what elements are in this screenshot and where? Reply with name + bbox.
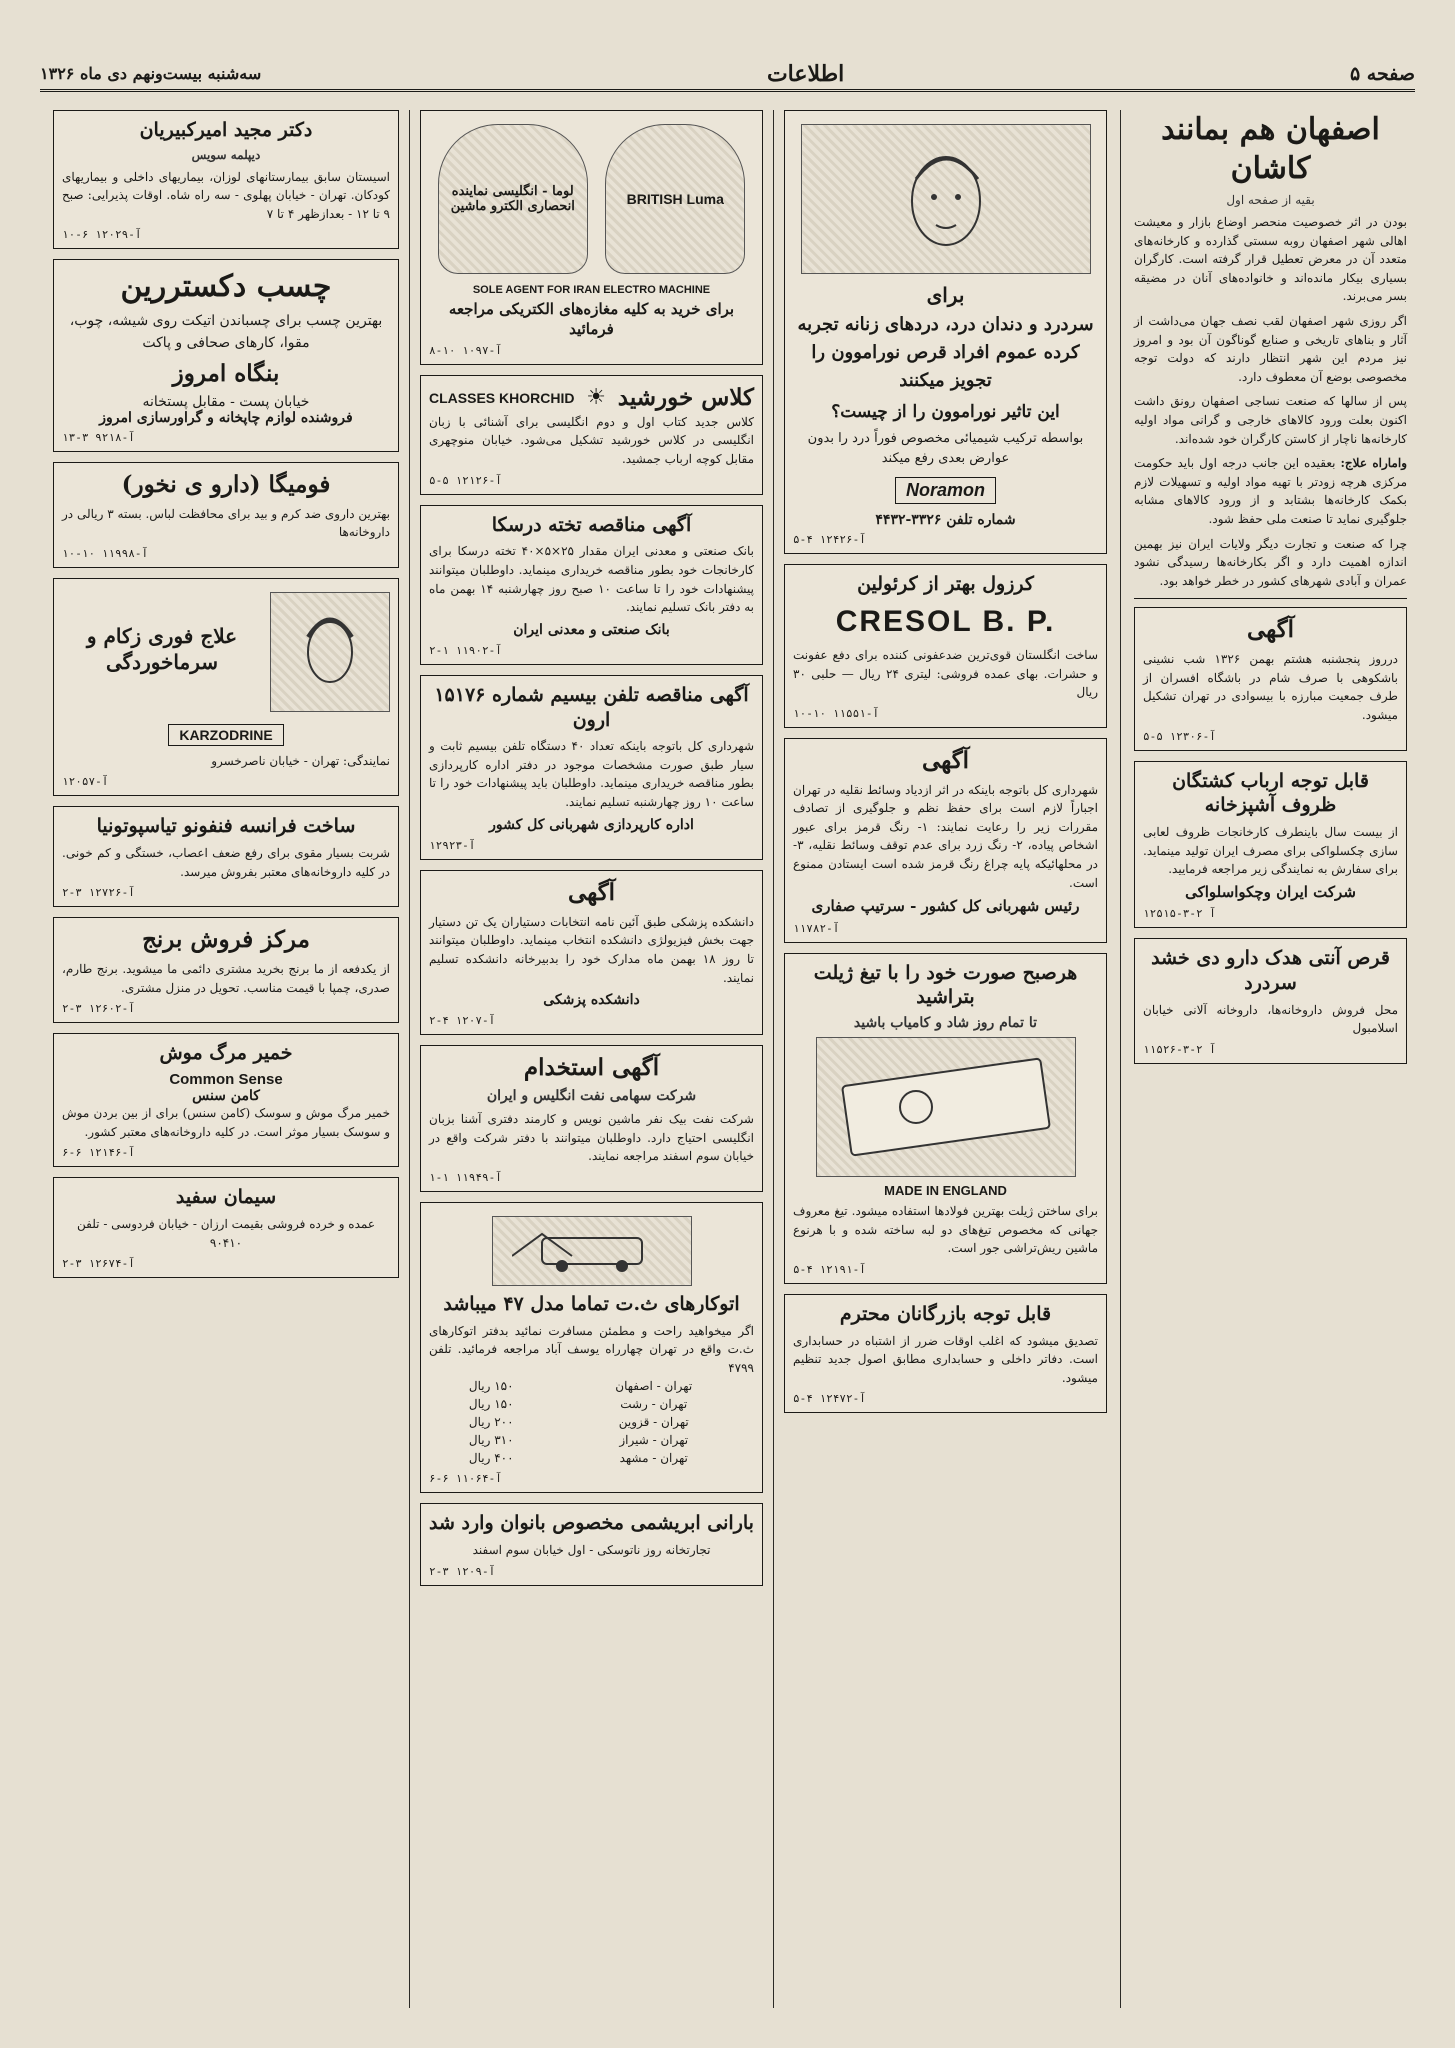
ad-title: مرکز فروش برنج — [142, 926, 310, 954]
ad-banquet — [1134, 607, 1407, 750]
ad-signature: اداره کارپردازی شهربانی کل کشور — [489, 816, 694, 833]
ad-code: ۱۱۵۲۶-آ ۲-۳ — [1143, 1042, 1216, 1056]
ad-title: سیمان سفید — [175, 1186, 277, 1209]
ad-tender-radio — [420, 675, 763, 860]
route-cell: تهران - شیراز — [619, 1433, 689, 1448]
ad-code: ۱۳-۳ ۹۲۱۸-آ — [62, 430, 135, 444]
ad-code: ۶-۶ ۱۱۰۶۴-آ — [429, 1472, 502, 1486]
ad-code: ۱۰-۶ ۱۲۰۲۹-آ — [62, 228, 142, 242]
ad-kitchenware — [1134, 761, 1407, 929]
ad-title: قابل توجه بازرگانان محترم — [839, 1302, 1052, 1325]
ad-code: ۱۲۵۱۵-آ ۲-۳ — [1143, 907, 1216, 921]
ad-text: بانک صنعتی و معدنی ایران مقدار ۲۵×۵×۴۰ تخته درسکا برای کارخانجات خود بطور مناقصه خریداری مینماید. داوطلبان میتوانند پیشنهادات خود را تا ساعت ۱۰ صبح روز چهارشنبه ۱۴ بهمن ماه به دفتر بانک تسلیم نمایند. — [429, 544, 754, 615]
ad-text: دانشکده پزشکی طبق آئین نامه انتخابات دستیاران یک تن دستیار جهت بخش فیزیولژی دانشکده انتخاب مینماید. داوطلبان میتوانند تا روز ۱۸ بهمن ماه مدارک خود را بدبیرخانه دانشکده تسلیم نمایند. — [429, 914, 754, 985]
ad-text: ساخت انگلستان قوی‌ترین ضدعفونی کننده برای دفع عفونت و حشرات. بهای عمده فروشی: لیتری ۲۴ ریال — حلبی ۳۰ ریال — [793, 647, 1099, 700]
ad-signature: دانشکده پزشکی — [543, 992, 640, 1009]
ad-title-latin: CLASSES KHORCHID — [429, 389, 575, 406]
bus-logo-illustration — [492, 1216, 692, 1286]
ad-employment — [420, 1045, 763, 1192]
ad-code: ۲-۳ ۱۲۷۲۶-آ — [62, 886, 135, 900]
ad-code: ۶-۶ ۱۲۱۴۶-آ — [62, 1146, 135, 1160]
ad-tonic — [53, 806, 399, 907]
ad-code: ۲-۳ ۱۲۰۹-آ — [429, 1564, 496, 1578]
ad-title: برای — [926, 283, 965, 307]
ad-text: کلاس جدید کتاب اول و دوم انگلیسی برای آشنائی با زبان انگلیسی در کلاس خورشید تشکیل می‌شود. خیابان منوچهری مقابل کوچه ارباب جمشید. — [429, 414, 754, 467]
face-icon — [295, 607, 365, 697]
woman-illustration — [801, 124, 1091, 274]
article-paragraph: بودن در اثر خصوصیت منحصر اوضاع بازار و معیشت اهالی شهر اصفهان روبه سستی گذارده و کارخانه‌های متعدد آن در معرض تعطیل قرار گرفته است. کارگران بسیاری بیکار مانده‌اند و خانواده‌های آنان در مضیقه بسر می‌برند. — [1134, 215, 1407, 304]
ad-code: ۲-۳ ۱۲۶۷۴-آ — [62, 1257, 135, 1271]
ad-code: ۵-۴ ۱۲۱۹۱-آ — [793, 1262, 866, 1276]
ad-code: ۱۲۹۲۳-آ — [429, 838, 476, 852]
bus-icon — [512, 1226, 672, 1276]
ad-text: اسیستان سابق بیمارستانهای لوزان، بیماریهای داخلی و بیماریهای کودکان. تهران - خیابان پهلوی - سه راه شاه. اوقات پذیرایی: صبح ۹ تا ۱۲ - بعدازظهر ۴ تا ۷ — [62, 169, 390, 221]
price-cell: ۴۰۰ ریال — [468, 1451, 514, 1466]
ad-title: دکتر مجید امیرکبیریان — [139, 119, 313, 141]
bulb-illustration — [438, 124, 588, 274]
ad-code: ۱۰-۱۰ ۱۱۵۵۱-آ — [793, 706, 880, 720]
middle-column — [778, 110, 1113, 2008]
notice-text: شهرداری کل باتوجه باینکه در اثر ازدیاد وسائط نقلیه در تهران اجباراً لازم است برای حفظ نظم و جلوگیری از تصادف مقررات زیر را رعایت نمایند: ۱- رنگ قرمز برای عبور اشخاص پیاده، ۲- رنگ زرد برای عدم توقف وسائط نقلیه، ۳- در محلهائیکه پایه چراغ رنگ قرمز شده است ایستادن ممنوع است. — [793, 782, 1098, 890]
ad-text: از یکدفعه از ما برنج بخرید مشتری دائمی ما میشوید. برنج طارم، صدری، چمپا با قیمت مناسب. تحویل در منزل مشتری. — [62, 962, 390, 995]
ad-text: تصدیق میشود که اغلب اوقات ضرر از اشتباه در حسابداری است. دفاتر داخلی و حسابداری مطابق اصول جدید تنظیم میشود. — [793, 1333, 1098, 1385]
left-ads-column — [47, 110, 405, 2008]
ad-doctor — [53, 110, 399, 249]
ad-subtitle: شرکت سهامی نفت انگلیس و ایران — [486, 1088, 697, 1105]
column-rule — [409, 110, 410, 2008]
article-paragraph: چرا که صنعت و تجارت دیگر ولایات ایران نیز بهمین اندازه اهمیت دارد و اگر بکارخانه‌ها رسیدگی نشود عمران و آبادی شهرهای کشور در خطر خواهد بود. — [1134, 536, 1407, 588]
ad-title: بارانی ابریشمی مخصوص بانوان وارد شد — [429, 1512, 754, 1535]
ad-code: ۱۲۰۵۷-آ — [62, 775, 109, 789]
ad-fumiga — [53, 462, 399, 568]
ad-text: بهترین چسب برای چسباندن اتیکت روی شیشه، چوب، مقوا، کارهای صحافی و پاکت — [69, 313, 383, 352]
ad-text: برای خرید به کلیه مغازه‌های الکتریکی مراجعه فرمائید — [448, 300, 735, 338]
ad-text: از بیست سال باینطرف کارخانجات ظروف لعابی سازی چکسلواکی برای مصرف ایران تولید مینماید. برای سفارش به نمایندگی زیر مراجعه فرمایید. — [1143, 824, 1398, 877]
ad-title: چسب دکستررین — [120, 269, 332, 305]
ad-medical-school — [420, 870, 763, 1035]
ad-subtitle: دیپلمه سویس — [191, 147, 261, 162]
article-paragraph: پس از سالها که صنعت نساجی اصفهان رونق داشت اکنون بعلت ورود کالاهای خارجی و گرانی مواد اولیه کارخانه‌ها ناچار از کاستن کارگران خود شده‌اند. — [1134, 394, 1407, 446]
face-icon — [886, 139, 1006, 259]
ad-title: آگهی استخدام — [523, 1054, 660, 1082]
issue-date: سه‌شنبه بیست‌و‌نهم دی ماه ۱۳۲۶ — [40, 64, 262, 83]
notice-signature: رئیس شهربانی کل کشور - سرتیپ صفاری — [811, 897, 1080, 916]
bulb-brand: BRITISH Luma — [626, 191, 724, 207]
ad-code: ۸-۱۰ ۱۰۹۷-آ — [429, 344, 502, 357]
ad-raincoat — [420, 1503, 763, 1585]
ad-title: کلاس خورشید — [617, 384, 754, 411]
ad-title: ساخت فرانسه فنفونو تیاسپوتونیا — [96, 815, 356, 838]
ad-text: محل فروش داروخانه‌ها، داروخانه آلانی خیابان اسلامبول — [1143, 1002, 1398, 1036]
ad-code: ۵-۵ ۱۲۱۲۶-آ — [429, 473, 502, 487]
product-package: KARZODRINE — [168, 724, 283, 746]
ad-dextrin-glue — [53, 259, 399, 451]
ad-class-khorshid — [420, 375, 763, 495]
ad-text: عمده و خرده فروشی بقیمت ارزان - خیابان فردوسی - تلفن ۹۰۴۱۰ — [76, 1216, 375, 1250]
ad-title: اتوکارهای ث.ت تماما مدل ۴۷ میباشد — [443, 1292, 740, 1315]
ad-title: آگهی مناقصه تخته درسکا — [491, 513, 692, 536]
ad-tender-board — [420, 505, 763, 665]
ad-code: ۵-۴ ۱۲۴۲۶-آ — [793, 533, 866, 547]
shop-description: فروشنده لوازم چاپخانه و گراورسازی امروز — [99, 409, 353, 426]
ad-title: آگهی مناقصه تلفن بیسیم شماره ۱۵۱۷۶ ارون — [434, 683, 749, 731]
article-paragraph — [1134, 454, 1407, 528]
route-cell: تهران - اصفهان — [615, 1379, 693, 1394]
ad-phone: شماره تلفن ۳۳۲۶-۴۴۳۲ — [875, 512, 1016, 529]
ad-bazaar — [784, 1294, 1107, 1413]
razor-pack-icon — [836, 1057, 1056, 1157]
shop-address: خیابان پست - مقابل پستخانه — [142, 393, 310, 410]
lead-article-body — [1134, 213, 1407, 590]
price-cell: ۱۵۰ ریال — [468, 1397, 514, 1412]
ad-code: ۲-۱ ۱۱۹۰۲-آ — [429, 643, 502, 657]
ad-subtitle: تا تمام روز شاد و کامیاب باشید — [853, 1015, 1038, 1032]
ad-intro: کرزول بهتر از کرئولین — [857, 573, 1034, 596]
ad-title: آگهی — [567, 878, 616, 906]
brand-latin: Common Sense — [169, 1071, 283, 1089]
ad-text: تجارتخانه روز ناتوسکی - اول خیابان سوم اسفند — [472, 1543, 711, 1558]
ad-title: علاج فوری زکام و سرماخوردگی — [86, 624, 238, 675]
ad-rice-center — [53, 917, 399, 1023]
ad-text: شهرداری کل باتوجه باینکه تعداد ۴۰ دستگاه تلفن بیسیم ثابت و سیار طبق صورت مشخصات موجود در دفتر اداره کارپردازی بطور مناقصه خریداری مینماید. داوطلبان باید پیشنهادات خود را تا ساعت ۱۰ روز چهارشنبه تسلیم نمایند. — [429, 739, 754, 810]
price-cell: ۳۱۰ ریال — [468, 1433, 514, 1448]
product-package: Noramon — [895, 477, 996, 504]
price-cell: ۱۵۰ ریال — [468, 1379, 514, 1394]
ad-title: خمیر مرگ موش — [159, 1042, 293, 1065]
ad-text: نمایندگی: تهران - خیابان ناصرخسرو — [211, 753, 390, 768]
table-row — [429, 1431, 754, 1449]
notice-traffic — [784, 738, 1107, 943]
ad-luma-bulb — [420, 110, 763, 365]
ad-title: هرصبح صورت خود را با تیغ ژیلت بتراشید — [813, 961, 1078, 1009]
table-row — [429, 1413, 754, 1431]
ad-noramon — [784, 110, 1107, 554]
ad-gillette — [784, 953, 1107, 1284]
article-paragraph: اگر روزی شهر اصفهان لقب نصف جهان می‌داشت از آثار و بناهای تاریخی و صنایع گوناگون آن بود و امروز نیز مردم این شهر انتظار دارند که دولت توجه مخصوصی بوضع آن معطوف دارد. — [1134, 313, 1407, 384]
brand-fa: کامن سنس — [192, 1088, 260, 1105]
ad-headache-pill — [1134, 938, 1407, 1064]
made-in-label: MADE IN ENGLAND — [884, 1183, 1007, 1199]
ad-common-sense — [53, 1033, 399, 1167]
shop-name: بنگاه امروز — [172, 359, 280, 387]
table-row — [429, 1395, 754, 1413]
lead-headline: اصفهان هم بمانند کاشان — [1161, 112, 1380, 186]
ad-brand: شرکت ایران وچکواسلواکی — [1185, 882, 1356, 901]
ad-text: بواسطه ترکیب شیمیائی مخصوص فوراً درد را بدون عوارض بعدی رفع میکند — [807, 431, 1084, 467]
ad-headline: سردرد و دندان درد، دردهای زنانه تجربه کرده عموم افراد قرص نوراموون را تجویز میکنند — [797, 314, 1094, 391]
ad-title: فومیگا (دارو ی نخور) — [121, 470, 331, 498]
divider — [1134, 598, 1407, 599]
ad-text: شرکت نفت بیک نفر ماشین نویس و کارمند دفتری آشنا بزبان انگلیسی احتیاج دارد. داوطلبان میتوانند با دفتر شرکت واقع در خیابان سوم اسفند مراجعه نمایند. — [429, 1112, 754, 1164]
sun-icon: ☀ — [586, 385, 606, 411]
ad-signature: بانک صنعتی و معدنی ایران — [513, 621, 670, 638]
paper-name: اطلاعات — [766, 60, 845, 87]
ad-code: ۱۰-۱۰ ۱۱۹۹۸-آ — [62, 546, 149, 560]
page-number: صفحه ۵ — [1349, 62, 1415, 85]
brand-name: CRESOL B. P. — [835, 604, 1056, 638]
ad-title: آگهی — [1246, 616, 1295, 644]
route-cell: تهران - رشت — [620, 1397, 688, 1412]
ad-bus-line — [420, 1202, 763, 1493]
article-paragraph-text: بعقیده این جانب درجه اول باید حکومت مرکزی هرچه زودتر با تهیه مواد اولیه و تسهیلات لازم بکمک کارخانه‌ها بشتابد و از ورود کالاهای مشابه جلوگیری نماید تا صنعت ملی حفظ شود. — [1134, 456, 1407, 526]
bulb-text-fa: لوما - انگلیسی نماینده انحصاری الکترو ماشین — [450, 184, 575, 214]
price-cell: ۲۰۰ ریال — [468, 1415, 514, 1430]
bulb-agent: SOLE AGENT FOR IRAN ELECTRO MACHINE — [472, 284, 711, 296]
ad-text: بهترین داروی ضد کرم و بید برای محافظت لباس. بسته ۳ ریالی در داروخانه‌ها — [62, 506, 391, 540]
bulb-illustration — [605, 124, 745, 274]
lead-subtitle: بقیه از صفحه اول — [1226, 193, 1315, 207]
ad-text: خمیر مرگ موش و سوسک (کامن سنس) برای از بین بردن موش و سوسک بسیار موثر است. در کلیه داروخانه‌های معتبر کشور. — [62, 1106, 390, 1139]
ad-question: این تاثیر نوراموون را از چیست؟ — [831, 401, 1060, 422]
ad-title: قابل توجه ارباب کشتگان ظروف آشپزخانه — [1172, 769, 1369, 817]
ad-text: اگر میخواهید راحت و مطمئن مسافرت نمائید بدفتر اتوکارهای ث.ت واقع در تهران چهارراه یوسف آباد مراجعه فرمائید. تلفن ۴۷۹۹ — [429, 1323, 754, 1375]
ad-cresol — [784, 564, 1107, 727]
masthead — [40, 58, 1415, 92]
ad-white-cement — [53, 1177, 399, 1278]
ad-cold-remedy — [53, 578, 399, 797]
ad-text: شربت بسیار مقوی برای رفع ضعف اعصاب، خستگی و کم خونی. در کلیه داروخانه‌های معتبر بفروش میرسد. — [62, 846, 390, 879]
ad-code: ۵-۵ ۱۲۳۰۶-آ — [1143, 729, 1216, 743]
route-cell: تهران - مشهد — [619, 1451, 688, 1466]
ad-code: ۱-۱ ۱۱۹۴۹-آ — [429, 1170, 502, 1184]
table-row — [429, 1377, 754, 1395]
ad-code: ۲-۴ ۱۲۰۷-آ — [429, 1014, 496, 1028]
column-rule — [773, 110, 774, 2008]
woman-portrait-illustration — [270, 592, 390, 712]
route-cell: تهران - قزوین — [618, 1415, 689, 1430]
ad-text: برای ساختن ژیلت بهترین فولادها استفاده میشود. تیغ معروف جهانی که مخصوص تیغ‌های دو لبه ساخته شده و با هرنوع ماشین ریش‌تراشی جور است. — [793, 1204, 1098, 1256]
fare-table — [429, 1377, 754, 1467]
ad-code: ۵-۴ ۱۲۴۷۲-آ — [793, 1392, 866, 1406]
ad-code: ۲-۳ ۱۲۶۰۲-آ — [62, 1002, 135, 1016]
razor-blade-illustration — [816, 1037, 1076, 1177]
table-row — [429, 1449, 754, 1467]
article-subhead: واماراه علاج: — [1340, 456, 1407, 471]
column-rule — [1120, 110, 1121, 2008]
ad-code: ۱۱۷۸۲-آ — [793, 921, 840, 935]
notice-title: آگهی — [921, 746, 970, 774]
lead-column — [1128, 110, 1413, 2008]
ad-title: قرص آنتی هدک دارو دی خشد سردرد — [1151, 947, 1390, 994]
ad-text: درروز پنجشنبه هشتم بهمن ۱۳۲۶ شب نشینی باشکوهی با صرف شام در باشگاه افسران از طرف جمعیت مبارزه با بیسوادی در تهران تشکیل میشود. — [1143, 652, 1399, 722]
ads-column — [414, 110, 769, 2008]
